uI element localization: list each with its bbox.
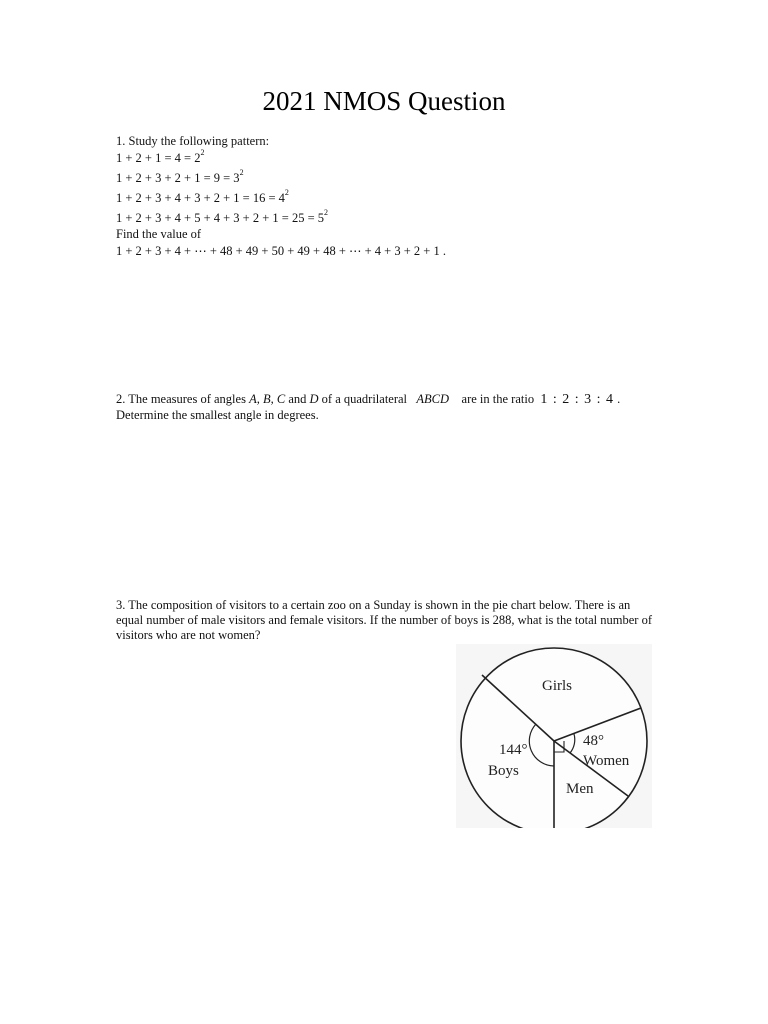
q1-pattern-line-3 <box>116 187 289 206</box>
visitors-pie-chart <box>456 644 652 828</box>
q1-expression: 1 + 2 + 3 + 4 + ⋯ + 48 + 49 + 50 + 49 + 48 + ⋯ + 4 + 3 + 2 + 1 . <box>116 244 446 258</box>
q2-line-2: Determine the smallest angle in degrees. <box>116 408 319 422</box>
q2-text-b: of a quadrilateral <box>318 392 411 406</box>
q1-pattern-exp: 2 <box>200 147 205 157</box>
q2-text-d: . <box>614 392 621 406</box>
slice-label-women: Women <box>583 753 630 769</box>
q2-text-a: 2. The measures of angles <box>116 392 250 406</box>
q1-pattern-expr: 1 + 2 + 3 + 4 + 5 + 4 + 3 + 2 + 1 = 25 = 5 <box>116 211 324 225</box>
angle-label-women: 48° <box>583 733 604 749</box>
q2-line-1 <box>116 392 620 408</box>
page-title: 2021 NMOS Question <box>262 86 506 116</box>
q2-ratio: 1 : 2 : 3 : 4 <box>540 392 615 407</box>
q2-angles: A, B, C <box>249 392 286 406</box>
pie-chart-svg <box>456 644 652 828</box>
q1-find-label: Find the value of <box>116 227 202 241</box>
q2-text-and: and <box>285 392 310 406</box>
q2-quad: ABCD <box>416 392 450 406</box>
slice-label-boys: Boys <box>488 763 519 779</box>
q1-pattern-exp: 2 <box>239 167 244 177</box>
q1-pattern-expr: 1 + 2 + 3 + 4 + 3 + 2 + 1 = 16 = 4 <box>116 191 285 205</box>
q1-intro: 1. Study the following pattern: <box>116 134 270 148</box>
q1-pattern-exp: 2 <box>284 187 289 197</box>
q1-pattern-line-4 <box>116 207 328 226</box>
angle-label-boys: 144° <box>499 742 528 758</box>
q1-pattern-line-1 <box>116 147 205 166</box>
slice-label-girls: Girls <box>542 678 572 694</box>
q1-pattern-exp: 2 <box>324 207 328 217</box>
q1-pattern-expr: 1 + 2 + 1 = 4 = 2 <box>116 151 201 165</box>
slice-label-men: Men <box>566 781 594 797</box>
q1-pattern-expr: 1 + 2 + 3 + 2 + 1 = 9 = 3 <box>116 171 240 185</box>
q1-pattern-line-2 <box>116 167 244 186</box>
q3-text: 3. The composition of visitors to a certain zoo on a Sunday is shown in the pie chart below. There is an equal number of male visitors and female visitors. If the number of boys is 288, what is the total number of visitors who are not women? <box>116 598 652 642</box>
q2-text-c: are in the ratio <box>458 392 538 406</box>
q2-angle-d: D <box>309 392 319 406</box>
